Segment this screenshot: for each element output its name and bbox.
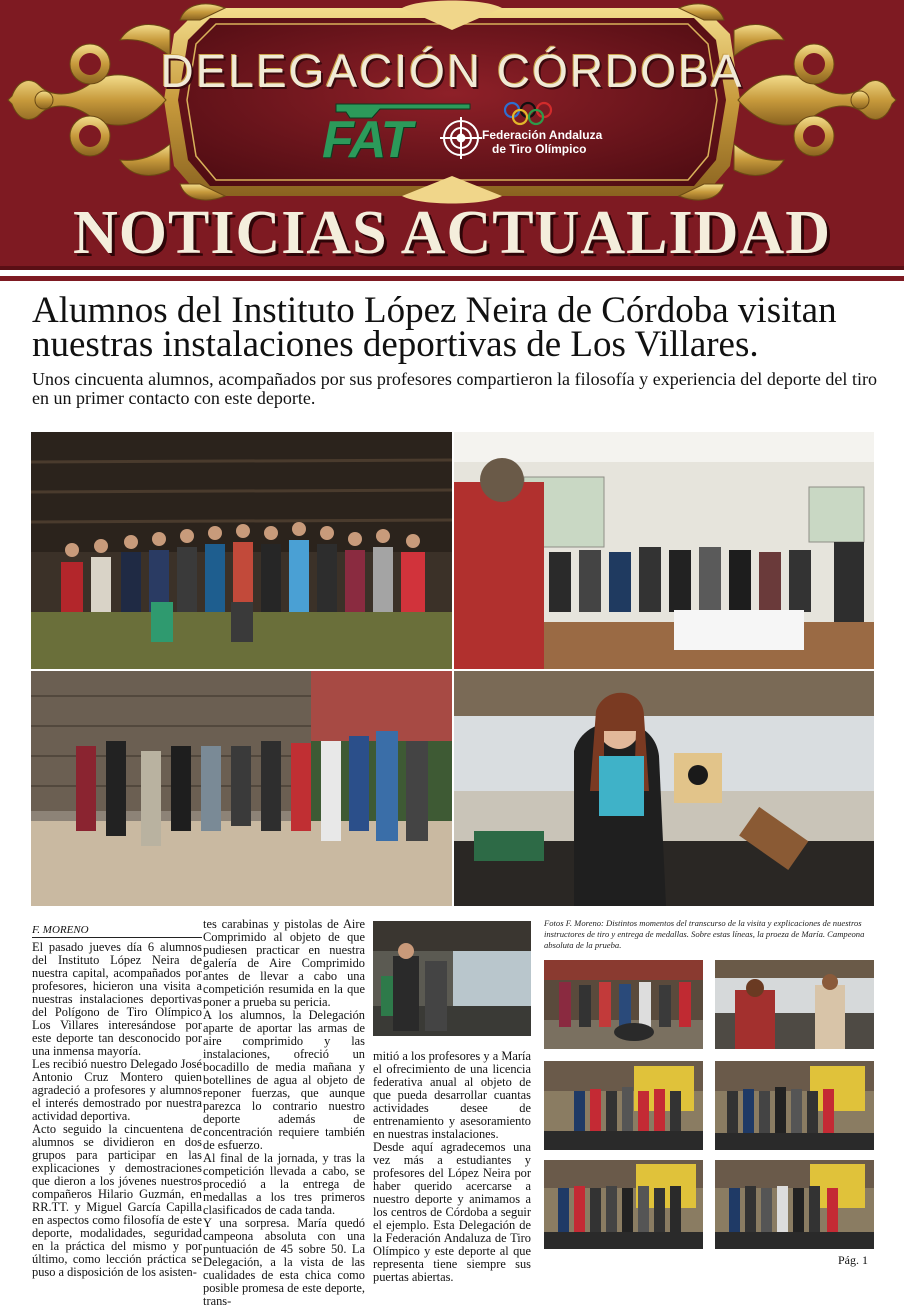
paragraph: Acto seguido la cincuentena de alumnos se dividieron en dos grupos para participar en las explicaciones y demostraciones que dieron a los jóvenes nuestros compañeros Hilario Guzmán, en RR.TT. y Miguel García Capilla en aspectos como filosofía de este deporte, modalidades, seguridad en la práctica del mismo y por último, como lección práctica se puso a disposición de los asisten- xyxy=(32,1122,202,1279)
photo-champion-maria xyxy=(454,671,874,906)
headline-line2: nuestras instalaciones deportivas de Los Villares. xyxy=(32,324,759,365)
paragraph: Y una sorpresa. María quedó campeona absoluta con una puntuación de 45 sobre 50. La Delegación, a la vista de las cualidades de esta chica como posible promesa de este deporte, trans- xyxy=(203,1216,365,1308)
photo-thumb-3 xyxy=(544,1061,703,1150)
photo-caption: Fotos F. Moreno: Distintos momentos del transcurso de la visita y explicaciones de nuestros instructores de tiro y entrega de medallas. Sobre estas líneas, la proeza de María. Campeona absoluta de la prueba. xyxy=(544,918,865,950)
section-title: NOTICIAS ACTUALIDAD xyxy=(73,199,831,267)
photo-thumb-6 xyxy=(715,1160,874,1249)
paragraph: A los alumnos, la Delegación aparte de aportar las armas de aire comprimido y las instalaciones, ofreció un bocadillo de media mañana y botellines de agua al objeto de reponer fuerzas, que aunque parezca lo contrario nuestro deporte además de concentración requiere también de esfuerzo. xyxy=(203,1008,365,1152)
federation-name xyxy=(482,128,602,156)
divider-band xyxy=(0,276,904,281)
paragraph: Desde aquí agradecemos una vez más a estudiantes y profesores del López Neira por haber querido acercarse a nuestro deporte y animamos a los centros de Córdoba a seguir el ejemplo. Esta Delegación de la Federación Andaluza de Tiro Olímpico y este deporte al que representa tiene siempre sus puertas abiertas. xyxy=(373,1140,531,1284)
paragraph: Les recibió nuestro Delegado José Antonio Cruz Montero quien agradeció a profesores y alumnos el interés demostrado por nuestra actividad deportiva. xyxy=(32,1057,202,1123)
article-column-3 xyxy=(373,1050,531,1284)
masthead-title: DELEGACIÓN CÓRDOBA xyxy=(160,45,744,97)
photo-thumb-5 xyxy=(544,1160,703,1249)
photo-classroom-talk xyxy=(454,432,874,669)
photo-outdoor-group xyxy=(31,671,452,906)
photo-group-portrait xyxy=(31,432,452,669)
headline xyxy=(32,290,877,365)
page-number: Pág. 1 xyxy=(838,1253,868,1267)
photo-thumb-2 xyxy=(715,960,874,1049)
paragraph: El pasado jueves día 6 alumnos del Instituto López Neira de nuestra capital, acompañados por profesores, hicieron una visita a nuestras instalaciones deportivas del Polígono de Tiro Olímpico Los Villares interesándose por este deporte tan desconocido por una inmensa mayoría. xyxy=(32,940,202,1058)
subheadline: Unos cincuenta alumnos, acompañados por sus profesores compartieron la filosofía y experiencia del deporte del tiro en un primer contacto con este deporte. xyxy=(32,369,877,408)
photo-thumb-1 xyxy=(544,960,703,1049)
byline: F. MORENO xyxy=(32,924,202,938)
paragraph: Al final de la jornada, y tras la competición llevada a cabo, se procedió a la entrega de medallas a los tres primeros clasificados de cada tanda. xyxy=(203,1151,365,1217)
article-column-2 xyxy=(203,918,365,1308)
article-column-1 xyxy=(32,941,202,1279)
photo-thumb-4 xyxy=(715,1061,874,1150)
paragraph: tes carabinas y pistolas de Aire Comprimido al objeto de que pudiesen practicar en nuestra galería de Aire Comprimido antes de llevar a cabo una competición resumida en la que poner a prueba su pericia. xyxy=(203,917,365,1009)
federation-name-line1: Federación Andaluza xyxy=(482,128,603,142)
federation-name-line2: de Tiro Olímpico xyxy=(492,142,587,156)
headline-line1: Alumnos del Instituto López Neira de Córdoba visitan xyxy=(32,290,837,331)
paragraph: mitió a los profesores y a María el ofrecimiento de una licencia federativa anual al objeto de que pueda desarrollar cuantas actividades desee de entrenamiento y asesoramiento en nuestras instalaciones. xyxy=(373,1049,531,1141)
fat-logo: FAT xyxy=(322,111,411,169)
photo-instruction-range xyxy=(373,921,531,1036)
masthead-banner xyxy=(0,0,904,270)
